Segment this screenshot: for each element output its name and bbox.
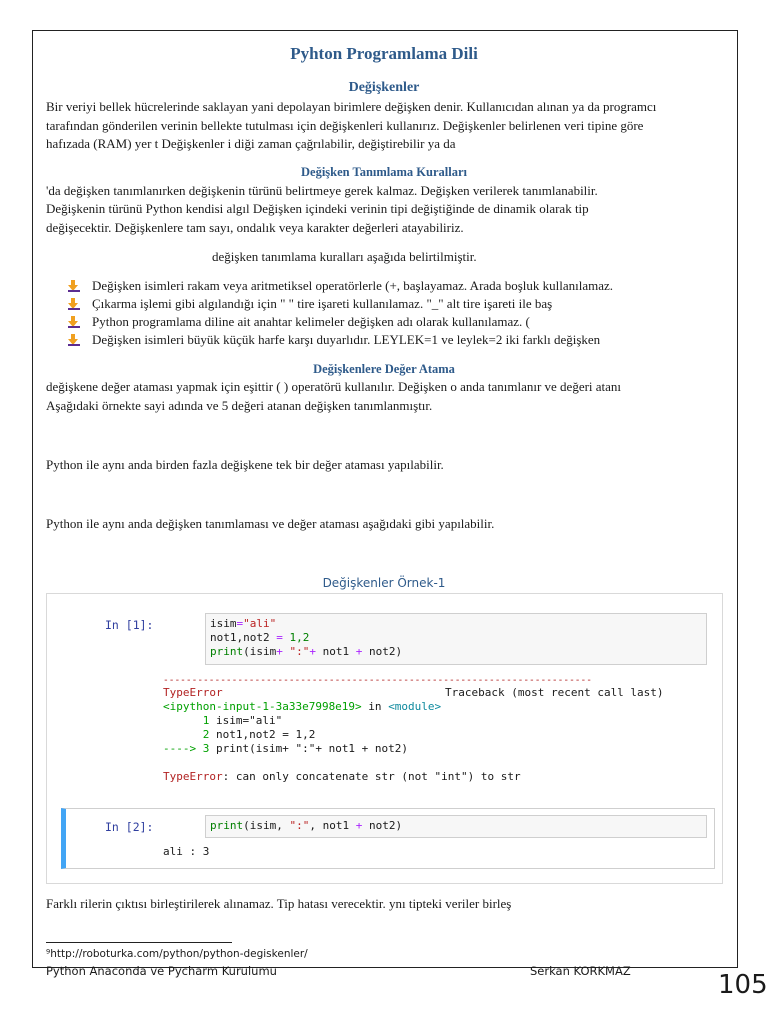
paragraph-line: Python ile aynı anda birden fazla değişkene tek bir değer ataması yapılabilir.: [46, 457, 444, 472]
page-title: Pyhton Programlama Dili: [290, 44, 478, 63]
rule-text: Çıkarma işlemi gibi algılandığı için " " tire işareti kullanılamaz. "_" alt tire işareti ile baş: [92, 296, 553, 311]
code-line: print(isim, ":", not1 + not2): [210, 819, 403, 832]
closing-line: Farklı rilerin çıktısı birleştirilerek alınamaz. Tip hatası verecektir. ynı tipteki veriler birleş: [46, 896, 512, 911]
traceback-divider: ---------------------------------------------------------------------------: [163, 675, 592, 686]
section-heading-kurallar: Değişken Tanımlama Kuralları: [301, 165, 467, 179]
rule-text: Değişken isimleri büyük küçük harfe karşı duyarlıdır. LEYLEK=1 ve leylek=2 iki farklı değişken: [92, 332, 601, 347]
arrow-bullet-icon: [68, 280, 80, 292]
footnote: ⁹http://roboturka.com/python/python-degiskenler/: [46, 948, 308, 960]
traceback-source: <ipython-input-1-3a33e7998e19> in <module>: [163, 700, 442, 713]
section-heading-degiskenler: Değişkenler: [348, 80, 420, 95]
paragraph-line: Python ile aynı anda değişken tanımlaması ve değer ataması aşağıdaki gibi yapılabilir.: [46, 516, 495, 531]
arrow-bullet-icon: [68, 316, 80, 328]
paragraph-line: değişecektir. Değişkenlere tam sayı, ondalık veya karakter değerleri atayabiliriz.: [46, 220, 464, 235]
traceback-line: 2 not1,not2 = 1,2: [163, 728, 316, 741]
paragraph-line: hafızada (RAM) yer t Değişkenler i diği zaman çağrılabilir, değiştirebilir ya da: [46, 136, 456, 151]
error-message: TypeError: can only concatenate str (not "int") to str: [163, 770, 521, 783]
paragraph-line: Aşağıdaki örnekte sayi adında ve 5 değeri atanan değişken tanımlanmıştır.: [46, 398, 433, 413]
traceback-line: 1 isim="ali": [163, 714, 283, 727]
code-line: isim="ali": [210, 617, 277, 630]
rules-intro: değişken tanımlama kuralları aşağıda belirtilmiştir.: [212, 249, 477, 264]
paragraph-line: değişkene değer ataması yapmak için eşittir ( ) operatörü kullanılır. Değişken o anda tanımlanır ve değeri atanı: [46, 379, 622, 394]
page-number: 105: [718, 970, 768, 1000]
traceback-line: ----> 3 print(isim+ ":"+ not1 + not2): [163, 742, 409, 755]
traceback-label: Traceback (most recent call last): [445, 686, 664, 699]
error-name: TypeError: [163, 686, 223, 699]
footnote-rule: [46, 942, 232, 943]
cell-prompt: In [1]:: [105, 618, 154, 632]
rule-text: Python programlama diline ait anahtar kelimeler değişken adı olarak kullanılamaz. (: [92, 314, 530, 329]
footer-author: Serkan KORKMAZ: [530, 964, 631, 978]
code-cell-input[interactable]: [205, 815, 707, 838]
cell-prompt: In [2]:: [105, 820, 154, 834]
paragraph-line: tarafından gönderilen verinin bellekte tutulması için değişkenleri kullanırız. Değişkenler belirlenen veri tipine göre: [46, 118, 644, 133]
code-line: not1,not2 = 1,2: [210, 631, 310, 644]
code-cell-input[interactable]: [205, 613, 707, 665]
paragraph-line: Değişkenin türünü Python kendisi algıl Değişken içindeki verinin tipi değiştiğinde de dinamik olarak tip: [46, 201, 589, 216]
arrow-bullet-icon: [68, 298, 80, 310]
cell-output: ali : 3: [163, 845, 210, 858]
example-caption: Değişkenler Örnek-1: [322, 576, 446, 590]
arrow-bullet-icon: [68, 334, 80, 346]
notebook-screenshot: [46, 593, 723, 884]
rule-text: Değişken isimleri rakam veya aritmetiksel operatörlerle (+, başlayamaz. Arada boşluk kullanılamaz.: [92, 278, 614, 293]
paragraph-line: Bir veriyi bellek hücrelerinde saklayan yani depolayan birimlere değişken denir. Kullanıcıdan alınan ya da programcı: [46, 99, 657, 114]
section-heading-atama: Değişkenlere Değer Atama: [313, 362, 455, 376]
paragraph-line: 'da değişken tanımlanırken değişkenin türünü belirtmeye gerek kalmaz. Değişken verilerek tanımlanabilir.: [46, 183, 598, 198]
code-line: print(isim+ ":"+ not1 + not2): [210, 645, 403, 658]
footer-left: Python Anaconda ve Pycharm Kurulumu: [46, 964, 277, 978]
